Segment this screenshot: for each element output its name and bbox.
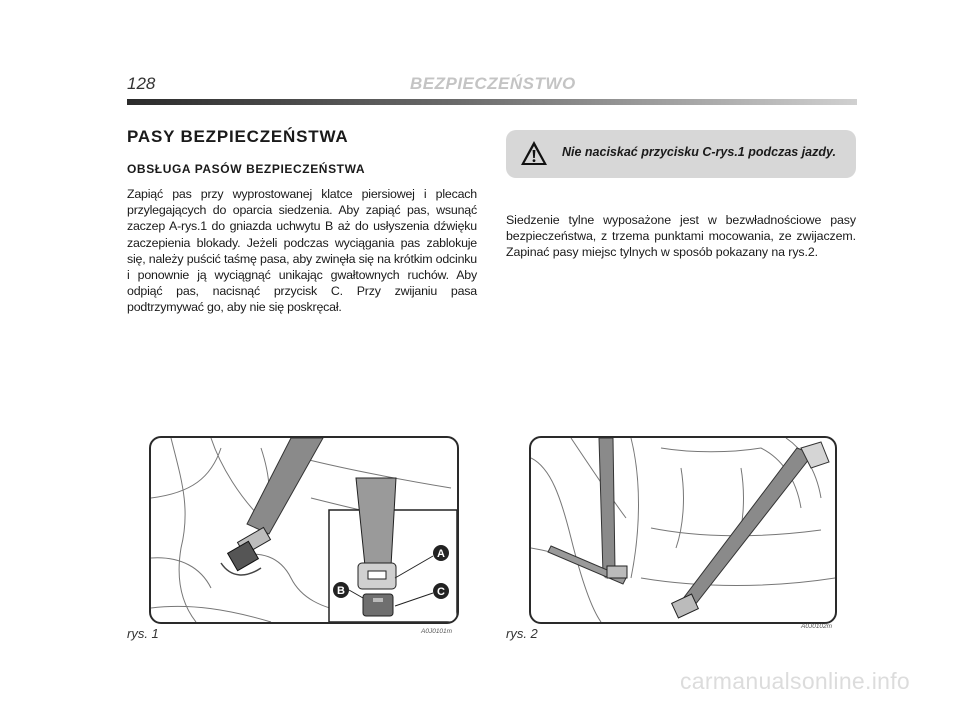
- watermark: carmanualsonline.info: [679, 668, 910, 694]
- page-number: 128: [127, 74, 156, 93]
- warning-text: Nie naciskać przycisku C-rys.1 podczas jazdy.: [562, 145, 836, 159]
- seat-belt-buckle-illustration: [151, 438, 457, 622]
- left-body-text: Zapiąć pas przy wyprostowanej klatce piersiowej i plecach przylegających do oparcia siedzenia. Aby zapiąć pas, wsunąć zaczep A-rys.1 do gniazda uchwytu B aż do usłyszenia dźwięku zaczepienia blokady. Jeżeli podczas wyciągania pas zablokuje się, należy puścić taśmę pasa, aby zwinęła się na krótkim odcinku i ponownie ją wyciągnąć unikając gwałtownych ruchów. Aby odpiąć pas, nacisnąć przycisk C. Przy zwijaniu pasa podtrzymywać go, aby nie się poskręcał.: [127, 187, 477, 315]
- rear-seat-belts-illustration: [531, 438, 835, 622]
- figure-1: [149, 436, 459, 624]
- section-title: BEZPIECZEŃSTWO: [410, 74, 576, 93]
- warning-triangle-icon: [520, 140, 548, 166]
- figure-1-code: A0J0101m: [421, 628, 453, 635]
- label-c: C: [437, 586, 445, 598]
- figure-1-caption: rys. 1: [127, 626, 159, 641]
- warning-box: [506, 130, 856, 178]
- right-body-text: Siedzenie tylne wyposażone jest w bezwładnościowe pasy bezpieczeństwa, z trzema punktami mocowania, ze zwijaczem. Zapinać pasy miejsc tylnych w sposób pokazany na rys.2.: [506, 213, 856, 260]
- figure-2-code: A0J0102m: [801, 623, 833, 630]
- sub-heading: OBSŁUGA PASÓW BEZPIECZEŃSTWA: [127, 162, 366, 176]
- figure-2: [529, 436, 837, 624]
- figure-2-caption: rys. 2: [506, 626, 538, 641]
- label-b: B: [337, 585, 345, 597]
- main-heading: PASY BEZPIECZEŃSTWA: [127, 127, 349, 146]
- header-rule: [127, 99, 857, 105]
- label-a: A: [437, 548, 445, 560]
